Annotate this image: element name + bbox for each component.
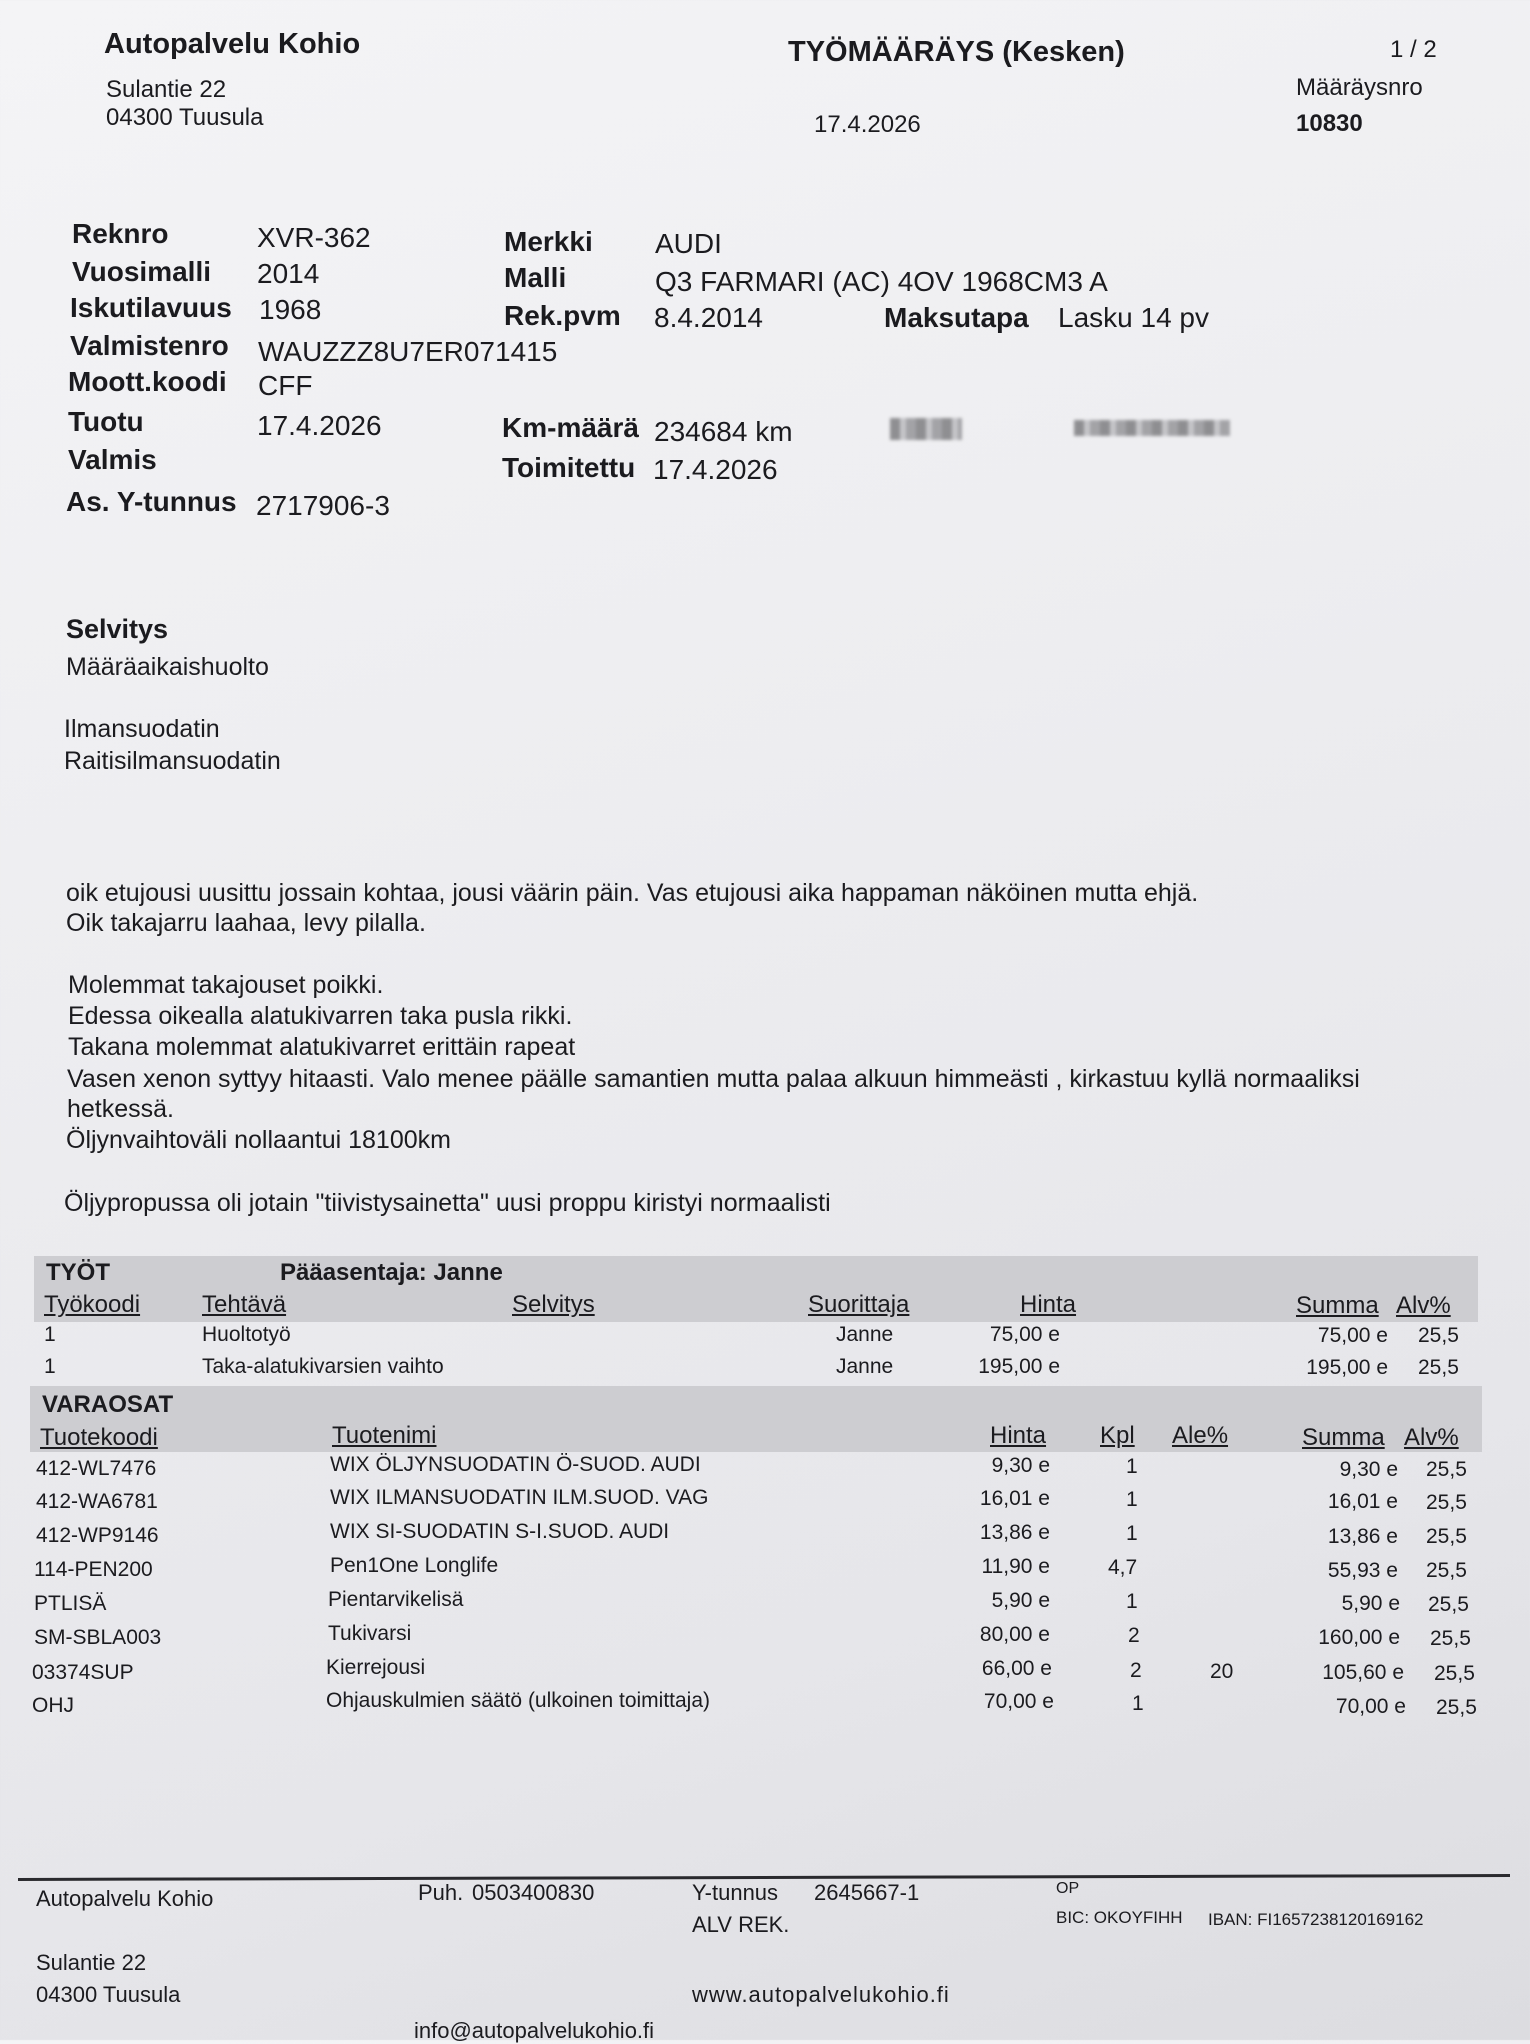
document-date: 17.4.2026 <box>814 111 921 138</box>
part-discount: 20 <box>1210 1660 1234 1683</box>
part-qty: 1 <box>1126 1488 1138 1511</box>
labor-col-performer: Suorittaja <box>808 1291 910 1318</box>
part-price: 16,01 e <box>979 1487 1050 1510</box>
parts-header-band <box>30 1386 1482 1452</box>
parts-title: VARAOSAT <box>42 1391 174 1418</box>
vin-value: WAUZZZ8U7ER071415 <box>258 336 558 367</box>
part-price: 5,90 e <box>991 1589 1050 1612</box>
part-name: WIX ÖLJYNSUODATIN Ö-SUOD. AUDI <box>330 1453 701 1476</box>
part-qty: 1 <box>1126 1455 1138 1478</box>
part-name: Pientarvikelisä <box>328 1588 464 1611</box>
regdate-label: Rek.pvm <box>504 300 621 331</box>
labor-price: 195,00 e <box>978 1355 1060 1378</box>
engine-value: CFF <box>258 370 313 401</box>
company-street: Sulantie 22 <box>106 76 227 103</box>
ready-label: Valmis <box>68 444 157 475</box>
description-line: Edessa oikealla alatukivarren taka pusla rikki. <box>68 1002 573 1030</box>
part-price: 66,00 e <box>981 1657 1052 1680</box>
footer-vat-reg: ALV REK. <box>692 1912 790 1937</box>
labor-sum: 75,00 e <box>1317 1324 1388 1347</box>
labor-col-sum: Summa <box>1296 1292 1379 1319</box>
reg-label: Reknro <box>72 218 169 249</box>
part-price: 11,90 e <box>981 1555 1050 1578</box>
part-sum: 16,01 e <box>1327 1490 1398 1513</box>
make-value: AUDI <box>655 228 722 259</box>
labor-code: 1 <box>44 1323 56 1346</box>
year-label: Vuosimalli <box>72 256 212 287</box>
part-code: 03374SUP <box>32 1661 134 1684</box>
order-number: 10830 <box>1296 110 1363 137</box>
footer-postal: 04300 Tuusula <box>36 1982 181 2007</box>
parts-col-code: Tuotekoodi <box>40 1424 158 1451</box>
part-code: 412-WL7476 <box>36 1457 157 1480</box>
labor-col-code: Työkoodi <box>44 1291 141 1318</box>
labor-col-price: Hinta <box>1020 1291 1077 1318</box>
footer-email[interactable]: info@autopalvelukohio.fi <box>414 2018 655 2043</box>
description-line: Molemmat takajouset poikki. <box>68 971 384 999</box>
description-line: Takana molemmat alatukivarret erittäin rapeat <box>68 1033 576 1061</box>
part-vat: 25,5 <box>1430 1627 1471 1650</box>
part-qty: 2 <box>1128 1624 1140 1647</box>
labor-performer: Janne <box>836 1355 894 1378</box>
part-sum: 13,86 e <box>1327 1525 1398 1548</box>
parts-col-discount: Ale% <box>1172 1422 1229 1449</box>
labor-title: TYÖT <box>46 1259 110 1286</box>
part-code: 412-WA6781 <box>36 1490 158 1513</box>
part-sum: 160,00 e <box>1318 1626 1400 1649</box>
description-heading: Selvitys <box>66 614 169 644</box>
labor-task: Huoltotyö <box>202 1323 291 1346</box>
footer-business-id-label: Y-tunnus <box>692 1880 779 1905</box>
footer-bic: BIC: OKOYFIHH <box>1056 1908 1183 1927</box>
description-line: hetkessä. <box>67 1095 175 1123</box>
part-code: OHJ <box>32 1694 74 1717</box>
page-number: 1 / 2 <box>1390 36 1437 63</box>
part-vat: 25,5 <box>1434 1662 1475 1685</box>
parts-col-price: Hinta <box>990 1422 1047 1449</box>
part-code: SM-SBLA003 <box>34 1626 162 1649</box>
description-line: Öljynvaihtoväli nollaantui 18100km <box>66 1126 451 1154</box>
customer-id-label: As. Y-tunnus <box>66 486 237 517</box>
description-line: oik etujousi uusittu jossain kohtaa, jousi väärin päin. Vas etujousi aika happaman näköinen mutta ehjä. <box>66 879 1199 907</box>
year-value: 2014 <box>257 258 320 289</box>
footer-phone-label: Puh. <box>418 1880 464 1905</box>
part-name: Ohjauskulmien säätö (ulkoinen toimittaja) <box>326 1689 711 1712</box>
part-sum: 70,00 e <box>1335 1695 1406 1718</box>
labor-code: 1 <box>44 1355 56 1378</box>
description-line: Määräaikaishuolto <box>66 653 269 681</box>
parts-col-vat: Alv% <box>1404 1424 1459 1451</box>
model-label: Malli <box>504 262 567 293</box>
labor-col-vat: Alv% <box>1396 1292 1451 1319</box>
delivered-label: Toimitettu <box>502 452 636 483</box>
part-sum: 55,93 e <box>1327 1559 1398 1582</box>
part-vat: 25,5 <box>1426 1491 1467 1514</box>
redacted-field <box>1074 420 1230 436</box>
part-name: Pen1One Longlife <box>330 1554 499 1577</box>
description-line: Oik takajarru laahaa, levy pilalla. <box>66 909 426 937</box>
part-sum: 105,60 e <box>1322 1661 1404 1684</box>
engine-label: Moott.koodi <box>68 366 227 397</box>
part-qty: 4,7 <box>1108 1556 1138 1579</box>
payment-value: Lasku 14 pv <box>1058 302 1209 333</box>
part-code: PTLISÄ <box>34 1592 107 1615</box>
labor-price: 75,00 e <box>989 1323 1060 1346</box>
footer-business-id: 2645667-1 <box>814 1880 920 1905</box>
vin-label: Valmistenro <box>70 330 229 361</box>
delivered-value: 17.4.2026 <box>653 454 778 485</box>
part-price: 70,00 e <box>983 1690 1054 1713</box>
description-line: Ilmansuodatin <box>64 715 220 743</box>
part-vat: 25,5 <box>1426 1559 1467 1582</box>
footer-bank: OP <box>1056 1880 1080 1897</box>
part-name: Kierrejousi <box>326 1656 426 1679</box>
part-code: 412-WP9146 <box>36 1524 159 1547</box>
footer-website[interactable]: www.autopalvelukohio.fi <box>692 1982 950 2007</box>
part-name: Tukivarsi <box>328 1622 412 1645</box>
displacement-value: 1968 <box>259 294 322 325</box>
parts-col-name: Tuotenimi <box>332 1422 437 1449</box>
part-qty: 2 <box>1130 1659 1142 1682</box>
parts-col-sum: Summa <box>1302 1424 1385 1451</box>
part-code: 114-PEN200 <box>34 1558 153 1581</box>
part-name: WIX SI-SUODATIN S-I.SUOD. AUDI <box>330 1520 670 1543</box>
company-postal: 04300 Tuusula <box>106 104 264 131</box>
parts-col-qty: Kpl <box>1100 1422 1135 1449</box>
part-price: 80,00 e <box>979 1623 1050 1646</box>
labor-task: Taka-alatukivarsien vaihto <box>202 1355 444 1378</box>
part-vat: 25,5 <box>1436 1696 1477 1719</box>
customer-id-value: 2717906-3 <box>256 490 390 521</box>
regdate-value: 8.4.2014 <box>654 302 763 333</box>
make-label: Merkki <box>504 226 593 257</box>
part-price: 9,30 e <box>991 1454 1050 1477</box>
part-name: WIX ILMANSUODATIN ILM.SUOD. VAG <box>330 1486 709 1509</box>
displacement-label: Iskutilavuus <box>70 292 232 323</box>
part-qty: 1 <box>1126 1522 1138 1545</box>
part-qty: 1 <box>1132 1692 1144 1715</box>
labor-vat: 25,5 <box>1418 1324 1459 1347</box>
payment-label: Maksutapa <box>884 302 1029 333</box>
part-vat: 25,5 <box>1428 1593 1469 1616</box>
description-line: Raitisilmansuodatin <box>64 747 281 775</box>
labor-col-description: Selvitys <box>512 1291 595 1318</box>
arrived-label: Tuotu <box>68 406 144 437</box>
footer-iban: IBAN: FI1657238120169162 <box>1208 1910 1424 1929</box>
footer-street: Sulantie 22 <box>36 1950 147 1975</box>
km-value: 234684 km <box>654 416 793 447</box>
labor-performer: Janne <box>836 1323 894 1346</box>
model-value: Q3 FARMARI (AC) 4OV 1968CM3 A <box>655 266 1108 297</box>
labor-sum: 195,00 e <box>1306 1356 1388 1379</box>
part-sum: 5,90 e <box>1341 1592 1400 1615</box>
order-number-label: Määräysnro <box>1296 74 1423 101</box>
part-qty: 1 <box>1126 1590 1138 1613</box>
description-line: Vasen xenon syttyy hitaasti. Valo menee päälle samantien mutta palaa alkuun himmeästi , kirkastuu kyllä normaaliksi <box>67 1065 1360 1093</box>
part-price: 13,86 e <box>979 1521 1050 1544</box>
labor-vat: 25,5 <box>1418 1356 1459 1379</box>
description-line: Öljypropussa oli jotain "tiivistysainetta" uusi proppu kiristyi normaalisti <box>64 1189 831 1217</box>
document-title: TYÖMÄÄRÄYS (Kesken) <box>788 36 1125 68</box>
part-vat: 25,5 <box>1426 1525 1467 1548</box>
mechanic-name: Pääasentaja: Janne <box>280 1259 503 1286</box>
reg-value: XVR-362 <box>257 222 371 253</box>
part-sum: 9,30 e <box>1339 1458 1398 1481</box>
labor-col-task: Tehtävä <box>202 1291 287 1318</box>
arrived-value: 17.4.2026 <box>257 410 382 441</box>
km-label: Km-määrä <box>502 412 639 443</box>
redacted-field <box>890 418 962 440</box>
company-name: Autopalvelu Kohio <box>104 28 361 60</box>
footer-company: Autopalvelu Kohio <box>36 1886 214 1911</box>
part-vat: 25,5 <box>1426 1458 1467 1481</box>
footer-phone: 0503400830 <box>472 1880 595 1905</box>
